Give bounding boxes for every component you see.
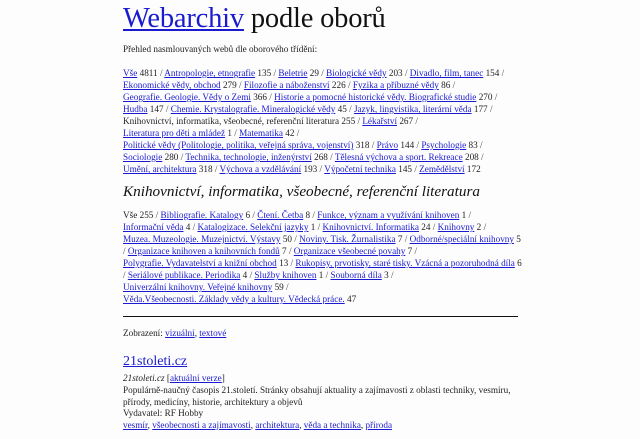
subcategory-count: 2 xyxy=(474,222,482,232)
list-separator: / xyxy=(355,116,363,126)
entry-tags xyxy=(123,420,392,430)
subcategory-item xyxy=(128,246,287,256)
webarchiv-home-link[interactable]: Webarchiv xyxy=(123,3,244,34)
entry-title xyxy=(123,354,187,370)
subcategory-link[interactable]: Seriálové publikace. Periodika xyxy=(127,270,241,280)
list-separator: / xyxy=(466,210,472,220)
category-count: 83 xyxy=(466,140,478,150)
list-separator: / xyxy=(310,210,318,220)
subcategory-count: 1 xyxy=(459,210,467,220)
view-switcher xyxy=(123,328,226,338)
category-item xyxy=(220,164,318,174)
category-current-label: Knihovnictví, informatika, všeobecné, referenční literatura xyxy=(123,116,340,126)
category-link[interactable]: Právo xyxy=(376,140,399,150)
category-count: 270 xyxy=(476,92,493,102)
category-item xyxy=(123,92,267,102)
category-item xyxy=(278,68,319,78)
list-separator: / xyxy=(123,246,128,256)
sub-category-list xyxy=(123,209,523,305)
list-separator: / xyxy=(414,140,422,150)
category-count: 255 xyxy=(339,116,356,126)
entry-tag-link[interactable]: příroda xyxy=(365,420,393,430)
subcategory-count: 13 xyxy=(276,258,289,268)
bracket-close: ] xyxy=(221,373,225,383)
subcategory-link[interactable]: Rukopisy, prvotisky, staré tisky. Vzácná a pozoruhodná díla xyxy=(295,258,515,268)
list-separator: / xyxy=(157,68,165,78)
list-separator: / xyxy=(315,222,323,232)
subcategory-count: 5 xyxy=(513,234,521,244)
subcategory-count: 1 xyxy=(308,222,316,232)
category-item xyxy=(123,164,213,174)
entry-tag-link[interactable]: věda a technika xyxy=(303,420,361,430)
intro-text: Přehled nasmlouvaných webů dle oborového třídění: xyxy=(123,44,318,54)
subcategory-link[interactable]: Polygrafie. Vydavatelství a knižní obchod xyxy=(123,258,277,268)
subcategory-count: 7 xyxy=(279,246,287,256)
category-item xyxy=(123,68,158,78)
section-title: Knihovnictví, informatika, všeobecné, referenční literatura xyxy=(123,183,480,200)
category-item xyxy=(123,152,178,162)
subcategory-item xyxy=(295,258,521,268)
category-item xyxy=(239,128,294,138)
category-link[interactable]: Sociologie xyxy=(123,152,163,162)
category-link[interactable]: Antropologie, etnografie xyxy=(164,68,256,78)
entry-tag-link[interactable]: vesmír xyxy=(123,420,148,430)
subcategory-item xyxy=(294,246,412,256)
subcategory-link[interactable]: Univerzální knihovny. Veřejné knihovny xyxy=(123,282,273,292)
category-count: 4811 xyxy=(137,68,158,78)
list-separator: / xyxy=(492,92,498,102)
bracket-open: [ xyxy=(164,373,170,383)
category-item xyxy=(377,140,415,150)
category-item xyxy=(123,140,369,150)
tag-separator: , xyxy=(299,420,304,430)
subcategory-link[interactable]: Knihovny xyxy=(437,222,475,232)
subcategory-link[interactable]: Knihovnictví. Informatika xyxy=(322,222,419,232)
category-link[interactable]: Geografie. Geologie. Vědy o Zemi xyxy=(123,92,251,102)
tag-separator: , xyxy=(360,420,366,430)
category-link[interactable]: Psychologie xyxy=(421,140,467,150)
current-version-link[interactable]: aktuální verze xyxy=(169,373,222,383)
category-item xyxy=(274,92,492,102)
category-link[interactable]: Matematika xyxy=(239,128,283,138)
category-link[interactable]: Výchova a vzdělávání xyxy=(219,164,302,174)
divider xyxy=(123,316,518,317)
category-link[interactable]: Beletrie xyxy=(278,68,308,78)
category-link[interactable]: Biologické vědy xyxy=(326,68,387,78)
category-count: 172 xyxy=(464,164,481,174)
subcategory-item xyxy=(123,258,288,268)
subcategory-item xyxy=(123,234,292,244)
category-count: 154 xyxy=(483,68,500,78)
list-separator: / xyxy=(250,210,258,220)
subcategory-current-label: Vše xyxy=(123,210,138,220)
subcategory-link[interactable]: Odborné/speciální knihovny xyxy=(409,234,514,244)
list-separator: / xyxy=(292,234,300,244)
subcategory-count: 6 xyxy=(514,258,522,268)
category-count: 203 xyxy=(386,68,403,78)
category-item xyxy=(123,80,237,90)
list-separator: / xyxy=(413,116,418,126)
category-count: 42 xyxy=(282,128,295,138)
list-separator: / xyxy=(266,92,275,102)
entry-description-block xyxy=(123,385,518,420)
category-item xyxy=(244,80,346,90)
category-count: 1 xyxy=(225,128,232,138)
entry-description: Populárně-naučný časopis 21.století. Stránky obsahují aktuality a zajímavosti z oblasti techniky, vesmíru, přírody, medicíny, historie, architektury a objevů xyxy=(123,385,511,407)
category-link[interactable]: Historie a pomocné historické vědy. Biografické studie xyxy=(274,92,477,102)
view-separator: , xyxy=(194,328,200,338)
category-link[interactable]: Jazyk, lingvistika, literární věda xyxy=(353,104,472,114)
category-count: 144 xyxy=(398,140,415,150)
list-separator: / xyxy=(323,270,331,280)
category-link[interactable]: Divadlo, film, tanec xyxy=(409,68,484,78)
view-visual-link[interactable]: vizuální xyxy=(165,328,195,338)
category-count: 279 xyxy=(220,80,237,90)
category-link[interactable]: Hudba xyxy=(123,104,148,114)
category-link[interactable]: Lékařství xyxy=(362,116,398,126)
entry-tag-link[interactable]: všeobecnosti a zajímavosti xyxy=(152,420,251,430)
subcategory-count: 47 xyxy=(344,294,357,304)
list-separator: / xyxy=(402,68,410,78)
subcategory-count: 50 xyxy=(280,234,292,244)
list-separator: / xyxy=(286,246,294,256)
entry-subline xyxy=(123,373,225,383)
list-separator: / xyxy=(388,270,394,280)
list-separator: / xyxy=(288,258,296,268)
subcategory-link[interactable]: Organizace knihoven a knihovních fondů xyxy=(127,246,280,256)
category-count: 226 xyxy=(329,80,346,90)
category-link[interactable]: Vše xyxy=(123,68,138,78)
list-separator: / xyxy=(231,128,240,138)
list-separator: / xyxy=(123,270,128,280)
list-separator: / xyxy=(430,222,438,232)
list-separator: / xyxy=(481,222,487,232)
entry-title-link[interactable]: 21stoleti.cz xyxy=(123,354,188,369)
category-item xyxy=(123,116,355,126)
subcategory-item xyxy=(123,282,284,292)
subcategory-item xyxy=(330,270,388,280)
list-separator: / xyxy=(327,152,335,162)
subcategory-item xyxy=(438,222,482,232)
list-separator: / xyxy=(317,164,325,174)
category-count: 193 xyxy=(301,164,318,174)
category-count: 268 xyxy=(311,152,328,162)
view-label: Zobrazení: xyxy=(123,328,166,338)
subcategory-link[interactable]: Muzea. Muzeologie. Muzejnictví. Výstavy xyxy=(123,234,281,244)
list-separator: / xyxy=(450,80,456,90)
list-separator: / xyxy=(346,104,354,114)
subcategory-item xyxy=(323,222,431,232)
list-separator: / xyxy=(412,246,418,256)
subcategory-count: 24 xyxy=(418,222,431,232)
category-link[interactable]: Výpočetní technika xyxy=(324,164,396,174)
category-count: 280 xyxy=(162,152,179,162)
list-separator: / xyxy=(283,282,289,292)
category-item xyxy=(326,68,403,78)
category-link[interactable]: Zemědělství xyxy=(419,164,465,174)
subcategory-link[interactable]: Bibliografie. Katalogy xyxy=(160,210,244,220)
category-count: 177 xyxy=(471,104,488,114)
list-separator: / xyxy=(477,140,483,150)
category-link[interactable]: Literatura pro děti a mládež xyxy=(123,128,226,138)
category-link[interactable]: Technika, technologie, inženýrství xyxy=(185,152,312,162)
tag-separator: , xyxy=(250,420,256,430)
category-count: 135 xyxy=(255,68,272,78)
category-item xyxy=(410,68,500,78)
subcategory-count: 6 xyxy=(243,210,251,220)
entry-site: 21stoleti.cz xyxy=(123,373,165,383)
category-count: 145 xyxy=(395,164,413,174)
list-separator: / xyxy=(412,164,420,174)
category-link[interactable]: Filozofie a náboženství xyxy=(243,80,330,90)
category-item xyxy=(362,116,413,126)
category-link[interactable]: Politické vědy (Politologie, politika, veřejná správa, vojenství) xyxy=(123,140,354,150)
subcategory-link[interactable]: Souborná díla xyxy=(330,270,382,280)
category-count: 86 xyxy=(438,80,451,90)
subcategory-item xyxy=(299,234,402,244)
category-count: 366 xyxy=(250,92,267,102)
page-title-rest: podle oborů xyxy=(243,3,386,34)
list-separator: / xyxy=(236,80,244,90)
list-separator: / xyxy=(487,104,493,114)
subcategory-item xyxy=(198,222,316,232)
subcategory-link[interactable]: Katalogizace. Selekční jazyky xyxy=(197,222,309,232)
category-count: 318 xyxy=(353,140,370,150)
list-separator: / xyxy=(402,234,410,244)
subcategory-item xyxy=(123,222,190,232)
view-text-link[interactable]: textové xyxy=(199,328,227,338)
category-count: 29 xyxy=(307,68,319,78)
subcategory-link[interactable]: Čtení. Četba xyxy=(257,210,304,220)
list-separator: / xyxy=(369,140,377,150)
main-category-list xyxy=(123,67,523,175)
category-item xyxy=(171,104,347,114)
subcategory-count: 7 xyxy=(405,246,413,256)
category-link[interactable]: Chemie. Krystalografie. Mineralogické vědy xyxy=(170,104,336,114)
subcategory-count: 255 xyxy=(137,210,154,220)
list-separator: / xyxy=(178,152,186,162)
subcategory-count: 3 xyxy=(381,270,389,280)
category-item xyxy=(419,164,481,174)
subcategory-item xyxy=(123,294,356,304)
list-separator: / xyxy=(247,270,255,280)
category-item xyxy=(164,68,271,78)
subcategory-link[interactable]: Funkce, význam a využívání knihoven xyxy=(317,210,460,220)
subcategory-count: 1 xyxy=(316,270,324,280)
subcategory-item xyxy=(254,270,323,280)
subcategory-count: 7 xyxy=(395,234,403,244)
category-item xyxy=(185,152,328,162)
category-link[interactable]: Umění, architektura xyxy=(123,164,197,174)
subcategory-item xyxy=(257,210,310,220)
category-item xyxy=(353,80,450,90)
category-item xyxy=(354,104,488,114)
subcategory-link[interactable]: Noviny. Tisk. Žurnalistika xyxy=(299,234,396,244)
category-item xyxy=(335,152,479,162)
subcategory-item xyxy=(161,210,251,220)
category-count: 147 xyxy=(147,104,164,114)
subcategory-count: 59 xyxy=(272,282,284,292)
list-separator: / xyxy=(271,68,279,78)
category-count: 208 xyxy=(462,152,479,162)
subcategory-item xyxy=(317,210,466,220)
entry-publisher: Vydavatel: RF Hobby xyxy=(123,408,204,418)
subcategory-count: 4 xyxy=(240,270,248,280)
subcategory-link[interactable]: Informační věda xyxy=(123,222,184,232)
list-separator: / xyxy=(153,210,161,220)
category-item xyxy=(123,104,164,114)
subcategory-link[interactable]: Organizace všeobecné povahy xyxy=(293,246,406,256)
category-link[interactable]: Ekonomické vědy, obchod xyxy=(123,80,221,90)
list-separator: / xyxy=(190,222,198,232)
subcategory-count: 4 xyxy=(183,222,191,232)
category-link[interactable]: Fyzika a příbuzné vědy xyxy=(352,80,439,90)
list-separator: / xyxy=(294,128,300,138)
subcategory-item xyxy=(410,234,521,244)
list-separator: / xyxy=(499,68,505,78)
entry-tag-link[interactable]: architektura xyxy=(255,420,300,430)
subcategory-item xyxy=(128,270,247,280)
category-count: 267 xyxy=(397,116,414,126)
tag-separator: , xyxy=(147,420,153,430)
list-separator: / xyxy=(318,68,327,78)
category-item xyxy=(421,140,477,150)
category-item xyxy=(324,164,412,174)
category-count: 45 xyxy=(335,104,347,114)
subcategory-count: 8 xyxy=(303,210,311,220)
subcategory-link[interactable]: Věda.Všeobecnosti. Základy vědy a kultury. Vědecká práce. xyxy=(123,294,345,304)
subcategory-item xyxy=(123,210,153,220)
list-separator: / xyxy=(212,164,220,174)
list-separator: / xyxy=(163,104,171,114)
category-item xyxy=(123,128,232,138)
subcategory-link[interactable]: Služby knihoven xyxy=(254,270,317,280)
category-count: 318 xyxy=(196,164,213,174)
page-title xyxy=(123,3,386,35)
category-link[interactable]: Tělesná výchova a sport. Rekreace xyxy=(334,152,463,162)
list-separator: / xyxy=(345,80,353,90)
list-separator: / xyxy=(478,152,484,162)
